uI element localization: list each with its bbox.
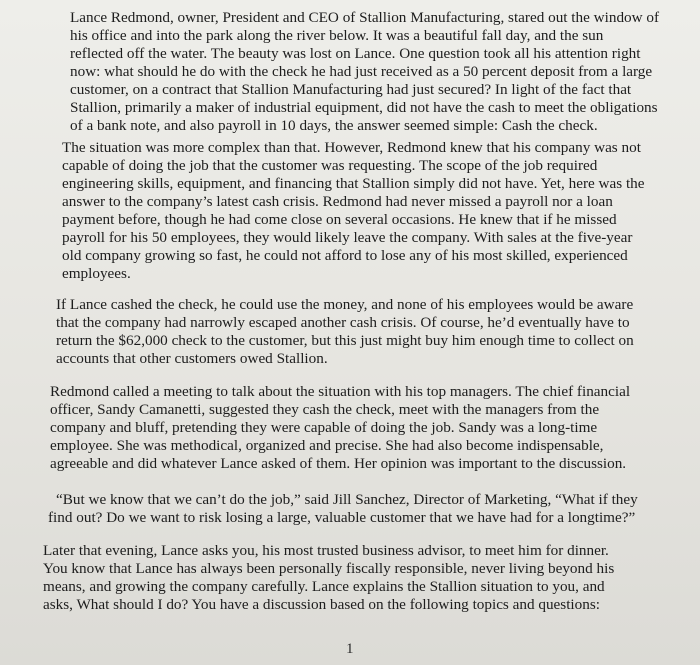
text-line: customer, on a contract that Stallion Manufacturing had just secured? In light of the fact that <box>70 81 632 98</box>
text-line: officer, Sandy Camanetti, suggested they cash the check, meet with the managers from the <box>50 401 600 418</box>
text-line: employees. <box>62 265 131 282</box>
text-line: now: what should he do with the check he had just received as a 50 percent deposit from a large <box>70 63 653 80</box>
text-line: payment before, though he had come close on several occasions. He knew that if he missed <box>62 211 617 228</box>
text-line: means, and growing the company carefully. Lance explains the Stallion situation to you, and <box>43 578 605 595</box>
text-line: Stallion, primarily a maker of industrial equipment, did not have the cash to meet the obligations <box>70 99 658 116</box>
text-line: You know that Lance has always been personally fiscally responsible, never living beyond his <box>43 560 615 577</box>
text-line: payroll for his 50 employees, they would likely leave the company. With sales at the five-year <box>62 229 633 246</box>
text-line: capable of doing the job that the customer was requesting. The scope of the job required <box>62 157 598 174</box>
text-line: The situation was more complex than that. However, Redmond knew that his company was not <box>62 139 641 156</box>
text-line: company and bluff, pretending they were capable of doing the job. Sandy was a long-time <box>50 419 598 436</box>
text-line: engineering skills, equipment, and financing that Stallion simply did not have. Yet, here was the <box>62 175 645 192</box>
page-number: 1 <box>346 641 354 657</box>
text-line: answer to the company’s latest cash crisis. Redmond had never missed a payroll nor a loan <box>62 193 613 210</box>
text-line: Redmond called a meeting to talk about the situation with his top managers. The chief financial <box>50 383 631 400</box>
text-line: that the company had narrowly escaped another cash crisis. Of course, he’d eventually have to <box>56 314 630 331</box>
text-line: Later that evening, Lance asks you, his most trusted business advisor, to meet him for dinner. <box>43 542 609 559</box>
paragraph-5 <box>48 491 638 527</box>
text-line: agreeable and did whatever Lance asked of them. Her opinion was important to the discussion. <box>50 455 627 472</box>
text-line: return the $62,000 check to the customer, but this just might buy him enough time to collect on <box>56 332 634 349</box>
text-line: If Lance cashed the check, he could use the money, and none of his employees would be aware <box>56 296 634 313</box>
text-line: asks, What should I do? You have a discussion based on the following topics and questions: <box>43 596 600 613</box>
text-line: of a bank note, and also payroll in 10 days, the answer seemed simple: Cash the check. <box>70 117 598 134</box>
paragraph-4 <box>50 383 630 473</box>
text-line: his office and into the park along the river below. It was a beautiful fall day, and the sun <box>70 27 604 44</box>
paragraph-2 <box>62 139 645 283</box>
text-line: reflected off the water. The beauty was lost on Lance. One question took all his attention right <box>70 45 641 62</box>
text-line: Lance Redmond, owner, President and CEO of Stallion Manufacturing, stared out the window of <box>70 9 660 26</box>
text-line: “But we know that we can’t do the job,” said Jill Sanchez, Director of Marketing, “What if they <box>56 491 638 508</box>
paragraph-3 <box>56 296 634 368</box>
paragraph-6 <box>43 542 614 614</box>
text-line: old company growing so fast, he could not afford to lose any of his most skilled, experienced <box>62 247 628 264</box>
text-line: accounts that other customers owed Stallion. <box>56 350 328 367</box>
text-line: employee. She was methodical, organized and precise. She had also become indispensable, <box>50 437 604 454</box>
paragraph-1 <box>70 9 659 135</box>
text-line: find out? Do we want to risk losing a large, valuable customer that we have had for a longtime?” <box>48 509 636 526</box>
